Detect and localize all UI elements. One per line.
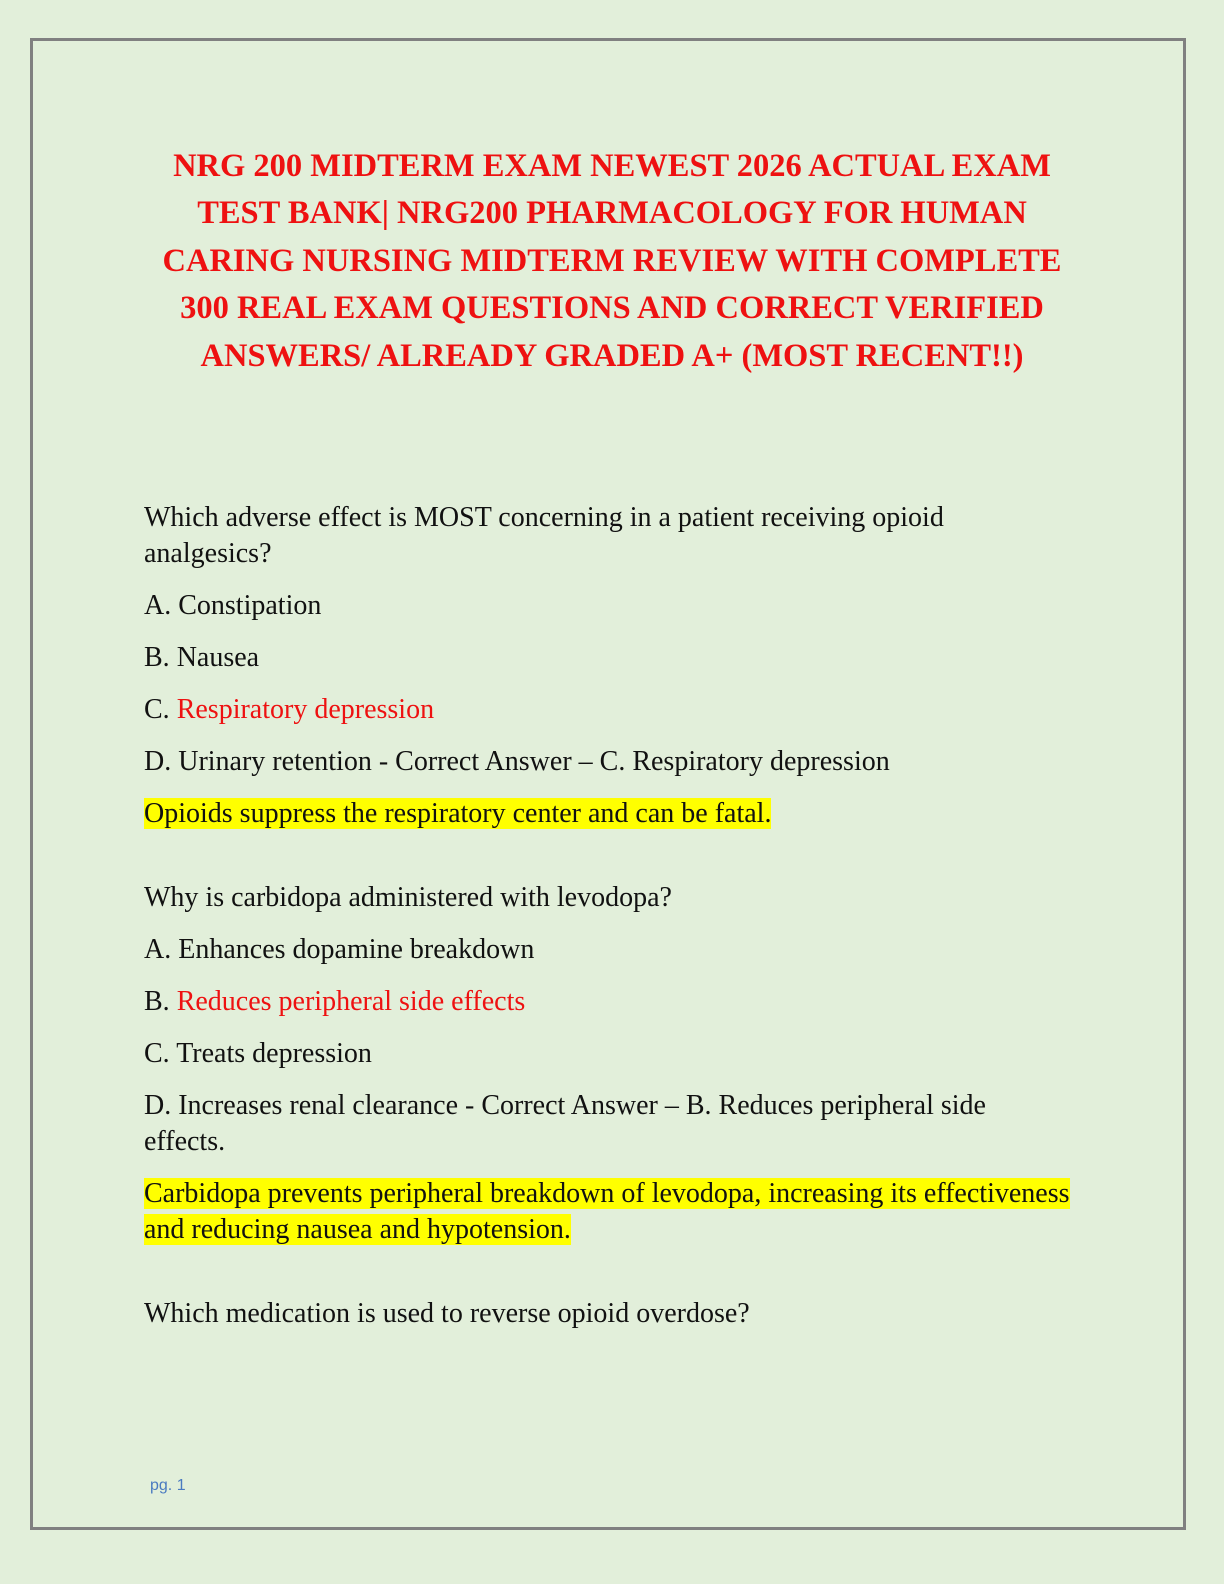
option-letter: D. bbox=[144, 1090, 172, 1121]
option-letter: C. bbox=[144, 694, 170, 725]
answer-option-d bbox=[144, 1088, 1074, 1160]
option-letter: A. bbox=[144, 590, 172, 621]
option-letter: B. bbox=[144, 986, 170, 1017]
answer-option-b bbox=[144, 640, 1074, 676]
option-text: Increases renal clearance - Correct Answer – B. Reduces peripheral side effects. bbox=[144, 1090, 986, 1157]
answer-option-a bbox=[144, 588, 1074, 624]
option-text: Enhances dopamine breakdown bbox=[178, 934, 535, 965]
question-text: Which adverse effect is MOST concerning in a patient receiving opioid analgesics? bbox=[144, 502, 944, 569]
option-letter: C. bbox=[144, 1038, 170, 1069]
answer-option-c bbox=[144, 692, 1074, 728]
question-block bbox=[144, 880, 1074, 1248]
option-text: Nausea bbox=[176, 642, 260, 673]
question-block bbox=[144, 500, 1074, 832]
option-letter: B. bbox=[144, 642, 170, 673]
question-text: Why is carbidopa administered with levodopa? bbox=[144, 882, 672, 913]
option-letter: D. bbox=[144, 746, 172, 777]
option-text: Treats depression bbox=[176, 1038, 372, 1069]
question-list bbox=[144, 500, 1074, 1380]
question-block bbox=[144, 1296, 1074, 1332]
highlighted-explanation-text: Carbidopa prevents peripheral breakdown of levodopa, increasing its effectiveness and reducing nausea and hypotension. bbox=[144, 1178, 1070, 1245]
question-text: Which medication is used to reverse opioid overdose? bbox=[144, 1298, 750, 1329]
answer-option-d bbox=[144, 744, 1074, 780]
answer-option-a bbox=[144, 932, 1074, 968]
page-number: pg. 1 bbox=[150, 1477, 186, 1494]
document-title: NRG 200 MIDTERM EXAM NEWEST 2026 ACTUAL EXAM TEST BANK| NRG200 PHARMACOLOGY FOR HUMAN CARING NURSING MIDTERM REVIEW WITH COMPLETE 300 REAL EXAM QUESTIONS AND CORRECT VERIFIED ANSWERS/ ALREADY GRADED A+ (MOST RECENT!!) bbox=[162, 148, 1062, 374]
correct-option-text: Respiratory depression bbox=[176, 694, 435, 725]
correct-option-text: Reduces peripheral side effects bbox=[176, 986, 526, 1017]
option-text: Urinary retention - Correct Answer – C. Respiratory depression bbox=[178, 746, 890, 777]
option-letter: A. bbox=[144, 934, 172, 965]
answer-option-c bbox=[144, 1036, 1074, 1072]
answer-option-b bbox=[144, 984, 1074, 1020]
highlighted-explanation-text: Opioids suppress the respiratory center and can be fatal. bbox=[144, 798, 772, 829]
explanation bbox=[144, 796, 1074, 832]
explanation bbox=[144, 1176, 1074, 1248]
option-text: Constipation bbox=[178, 590, 322, 621]
